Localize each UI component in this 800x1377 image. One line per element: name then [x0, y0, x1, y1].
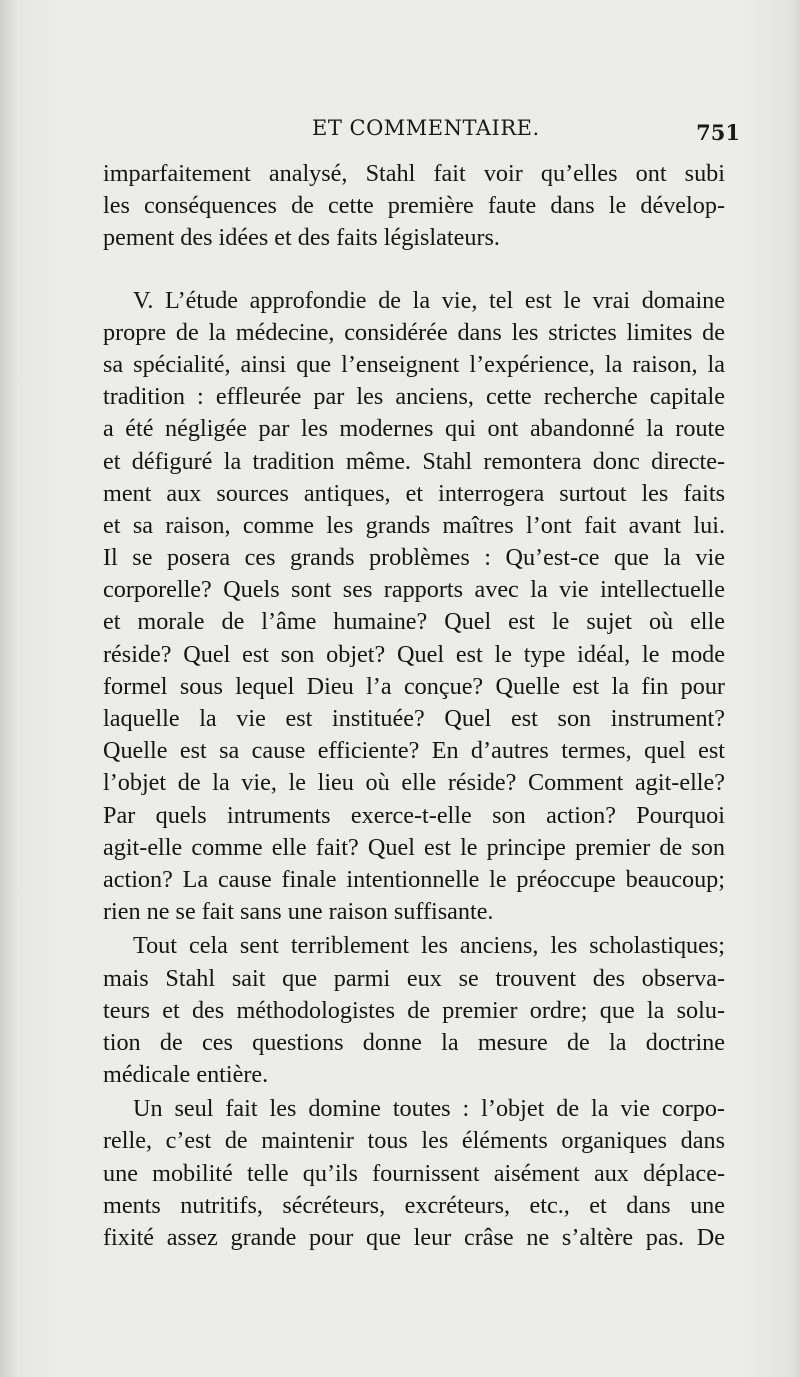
text-line: l’objet de la vie, le lieu où elle réside? Comment agit-elle? [103, 769, 725, 797]
paragraph-1 [103, 158, 725, 255]
text-line: rien ne se fait sans une raison suffisante. [103, 898, 494, 926]
text-line: et morale de l’âme humaine? Quel est le sujet où elle [103, 608, 725, 636]
text-line: V. L’étude approfondie de la vie, tel est le vrai domaine [133, 286, 725, 314]
running-head: ET COMMENTAIRE. [312, 116, 540, 140]
text-line: propre de la médecine, considérée dans les strictes limites de [103, 318, 725, 346]
text-line: action? La cause finale intentionnelle le préoccupe beaucoup; [103, 865, 725, 893]
text-line: pement des idées et des faits législateurs. [103, 224, 500, 252]
text-line: tradition : effleurée par les anciens, cette recherche capitale [103, 383, 725, 411]
text-line: relle, c’est de maintenir tous les éléments organiques dans [103, 1127, 725, 1155]
paragraph-4 [103, 1093, 725, 1254]
text-line: corporelle? Quels sont ses rapports avec la vie intellectuelle [103, 576, 725, 604]
text-line: et sa raison, comme les grands maîtres l’ont fait avant lui. [103, 511, 725, 539]
paragraph-2 [103, 285, 725, 929]
text-line: tion de ces questions donne la mesure de la doctrine [103, 1028, 725, 1056]
text-line: Il se posera ces grands problèmes : Qu’est-ce que la vie [103, 544, 725, 572]
text-line: une mobilité telle qu’ils fournissent aisément aux déplace- [103, 1159, 725, 1187]
paragraph-3 [103, 930, 725, 1091]
text-line: ment aux sources antiques, et interrogera surtout les faits [103, 479, 725, 507]
page-number: 751 [696, 120, 740, 145]
text-line: teurs et des méthodologistes de premier ordre; que la solu- [103, 996, 725, 1024]
text-line: réside? Quel est son objet? Quel est le type idéal, le mode [103, 640, 725, 668]
text-line: les conséquences de cette première faute dans le dévelop- [103, 192, 725, 220]
text-line: fixité assez grande pour que leur crâse ne s’altère pas. De [103, 1224, 725, 1251]
page-header [100, 112, 740, 152]
text-line: Tout cela sent terriblement les anciens, les scholastiques; [133, 932, 725, 960]
text-line: a été négligée par les modernes qui ont abandonné la route [103, 415, 725, 443]
text-line: formel sous lequel Dieu l’a conçue? Quelle est la fin pour [103, 672, 725, 700]
text-line: et défiguré la tradition même. Stahl remontera donc directe- [103, 447, 725, 475]
text-line: laquelle la vie est instituée? Quel est son instrument? [103, 705, 725, 732]
text-line: Quelle est sa cause efficiente? En d’autres termes, quel est [103, 737, 725, 765]
text-line: Par quels intruments exerce-t-elle son action? Pourquoi [103, 801, 725, 829]
text-line: ments nutritifs, sécréteurs, excréteurs, etc., et dans une [103, 1191, 725, 1219]
text-line: Un seul fait les domine toutes : l’objet de la vie corpo- [133, 1095, 725, 1123]
text-line: sa spécialité, ainsi que l’enseignent l’expérience, la raison, la [103, 350, 725, 378]
paragraph-gap [103, 255, 725, 285]
text-line: imparfaitement analysé, Stahl fait voir qu’elles ont subi [103, 160, 725, 187]
body-text [103, 158, 725, 1254]
text-line: médicale entière. [103, 1061, 269, 1089]
text-line: mais Stahl sait que parmi eux se trouvent des observa- [103, 964, 725, 992]
text-line: agit-elle comme elle fait? Quel est le principe premier de son [103, 833, 725, 861]
